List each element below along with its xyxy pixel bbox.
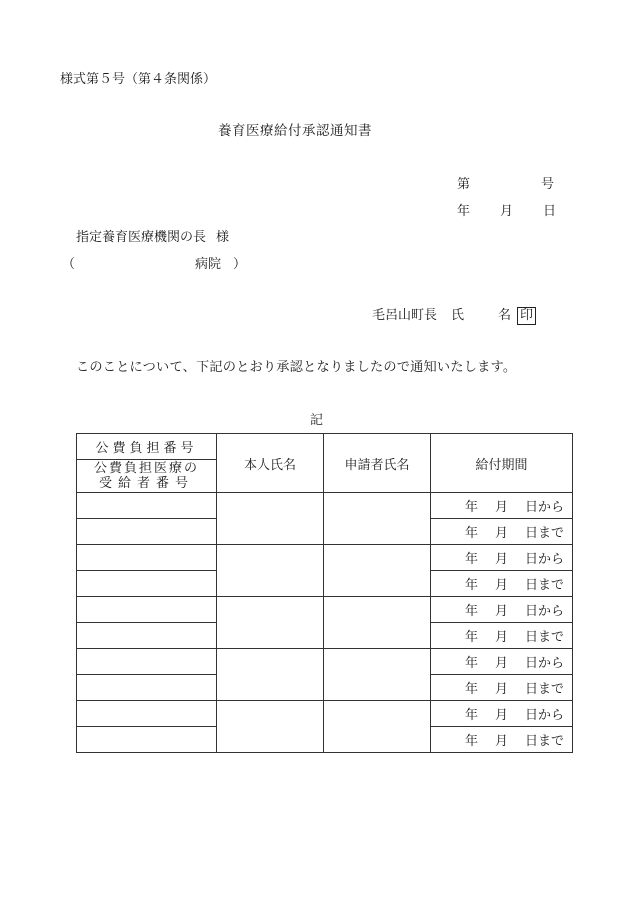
table-row [77,701,573,727]
applicant-cell[interactable] [324,597,431,649]
period-year: 年 [464,734,478,749]
period-year: 年 [464,630,478,645]
public-no-cell[interactable] [77,493,217,519]
period-from: 日から [524,604,564,619]
public-no-cell[interactable] [77,701,217,727]
period-month: 月 [494,552,508,567]
header-recipient-a: 公費負担医療の [93,461,199,476]
ki-heading: 記 [310,413,324,428]
period-from-cell [431,545,573,571]
period-from: 日から [524,656,564,671]
date-month: 月 [500,204,514,219]
hospital-label: 病院 [195,257,222,272]
period-to: 日まで [524,526,564,541]
table-row [77,649,573,675]
date-day: 日 [543,204,557,219]
period-from-cell [431,493,573,519]
applicant-cell[interactable] [324,545,431,597]
period-year: 年 [464,500,478,515]
name-cell[interactable] [217,649,324,701]
period-year: 年 [464,552,478,567]
period-to-cell [431,519,573,545]
hospital-line [62,258,246,271]
period-month: 月 [494,734,508,749]
period-month: 月 [494,604,508,619]
period-to: 日まで [524,630,564,645]
period-from: 日から [524,552,564,567]
period-year: 年 [464,604,478,619]
period-year: 年 [464,708,478,723]
period-month: 月 [494,708,508,723]
header-applicant: 申請者氏名 [324,434,431,493]
header-public-no: 公費負担番号 [77,434,217,460]
period-year: 年 [464,656,478,671]
period-from-cell [431,701,573,727]
period-from-cell [431,649,573,675]
period-month: 月 [494,630,508,645]
document-title: 養育医療給付承認通知書 [218,123,372,139]
recipient-no-cell[interactable] [77,727,217,753]
addressee-text: 指定養育医療機関の長 [76,230,207,245]
header-period: 給付期間 [431,434,573,493]
number-prefix: 第 [457,177,471,192]
period-to-cell [431,727,573,753]
period-month: 月 [494,500,508,515]
period-month: 月 [494,682,508,697]
period-year: 年 [464,682,478,697]
addressee [76,231,229,244]
table-body [77,493,573,753]
public-no-cell[interactable] [77,545,217,571]
sender-line [372,307,536,325]
name-cell[interactable] [217,701,324,753]
period-from-cell [431,597,573,623]
recipient-table [76,433,573,753]
hospital-close-paren: ） [233,257,247,272]
hospital-open-paren: （ [62,257,76,272]
applicant-cell[interactable] [324,493,431,545]
table-row [77,597,573,623]
header-recipient-no [77,460,217,493]
header-name: 本人氏名 [217,434,324,493]
name-cell[interactable] [217,545,324,597]
public-no-cell[interactable] [77,597,217,623]
table-row [77,545,573,571]
name-cell[interactable] [217,493,324,545]
sender-mei: 名 [498,308,512,323]
period-from: 日から [524,708,564,723]
seal-mark: 印 [517,307,536,325]
table-row [77,493,573,519]
period-to-cell [431,675,573,701]
period-year: 年 [464,526,478,541]
period-month: 月 [494,578,508,593]
public-no-cell[interactable] [77,649,217,675]
period-year: 年 [464,578,478,593]
period-to-cell [431,623,573,649]
date-year: 年 [457,204,471,219]
recipient-no-cell[interactable] [77,623,217,649]
period-to: 日まで [524,734,564,749]
number-suffix: 号 [541,177,555,192]
period-month: 月 [494,656,508,671]
sender-office: 毛呂山町長 [372,308,438,323]
name-cell[interactable] [217,597,324,649]
form-number-label: 様式第５号（第４条関係） [60,72,217,87]
notice-text: このことについて、下記のとおり承認となりましたので通知いたします。 [76,360,517,375]
recipient-no-cell[interactable] [77,519,217,545]
header-recipient-b: 受給者番号 [98,476,194,491]
sender-shi: 氏 [451,308,465,323]
recipient-no-cell[interactable] [77,675,217,701]
applicant-cell[interactable] [324,649,431,701]
recipient-no-cell[interactable] [77,571,217,597]
period-to: 日まで [524,578,564,593]
applicant-cell[interactable] [324,701,431,753]
addressee-honorific: 様 [216,230,230,245]
period-from: 日から [524,500,564,515]
period-to-cell [431,571,573,597]
period-to: 日まで [524,682,564,697]
period-month: 月 [494,526,508,541]
